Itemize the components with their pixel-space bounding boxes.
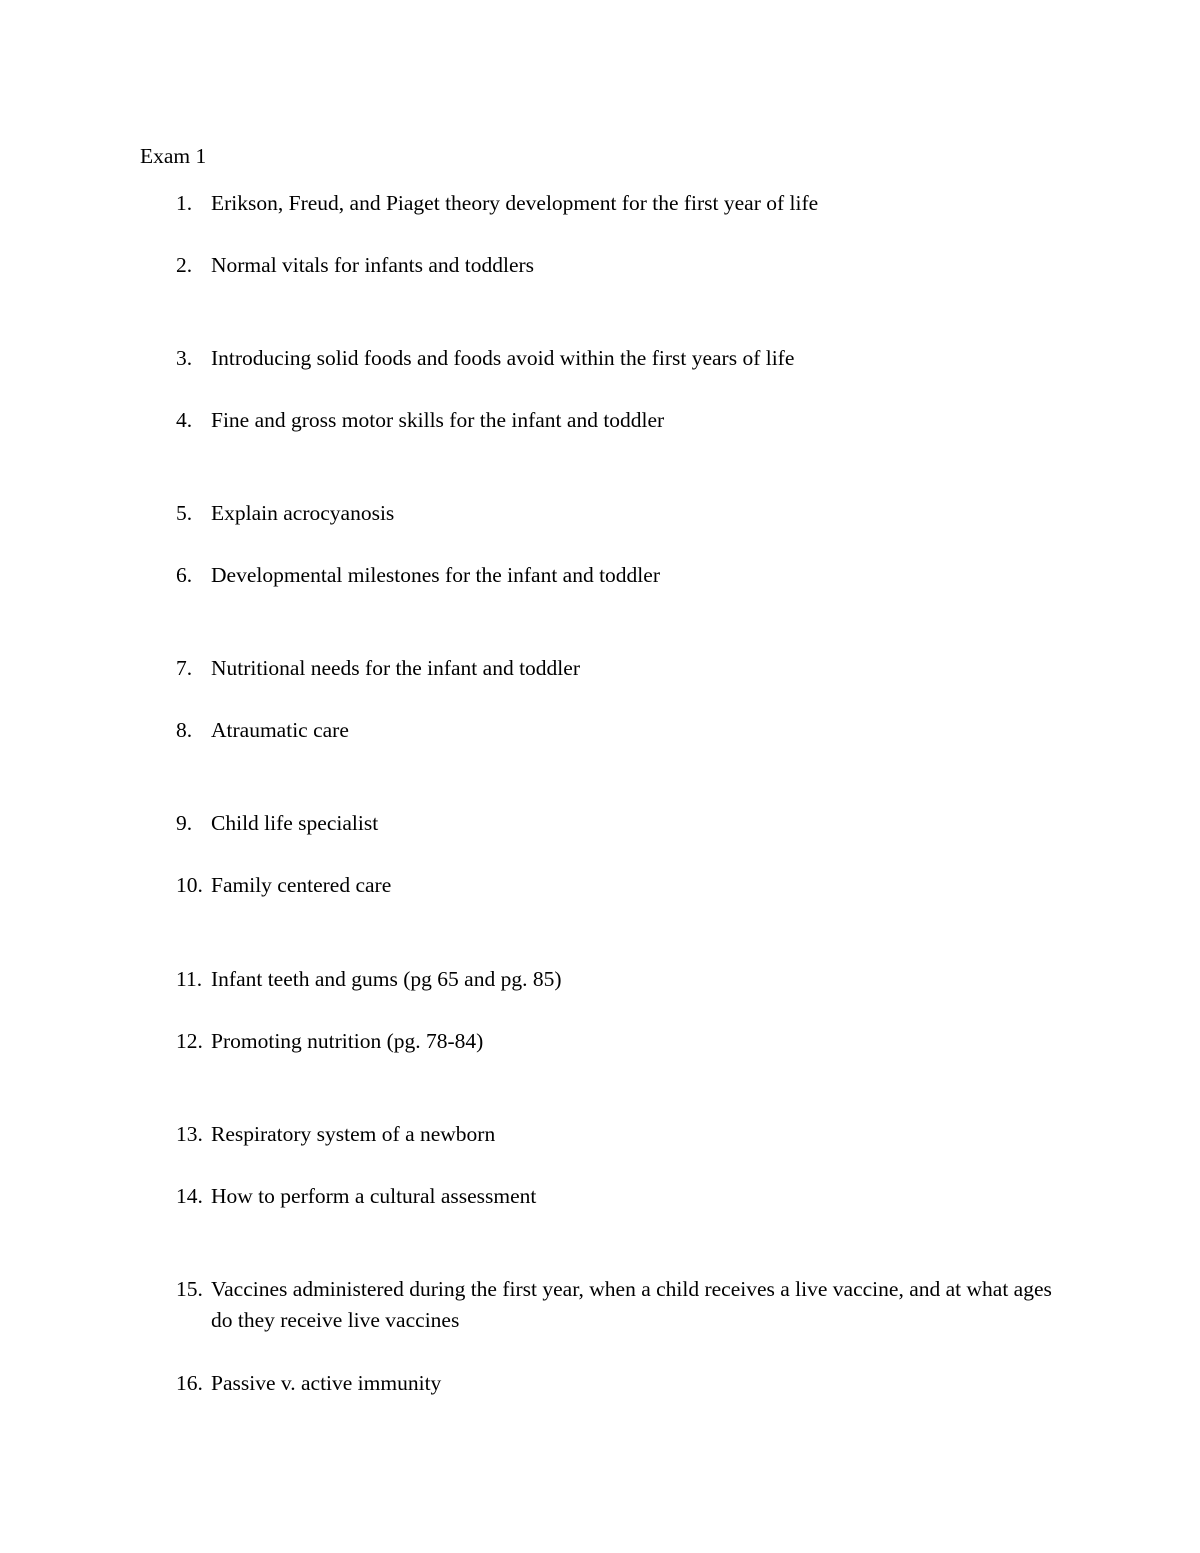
item-number: 12.	[176, 1029, 203, 1053]
item-number: 14.	[176, 1184, 203, 1208]
item-number: 7.	[176, 656, 193, 680]
item-number: 9.	[176, 811, 193, 835]
item-number: 4.	[176, 408, 193, 432]
item-text: Infant teeth and gums (pg 65 and pg. 85)	[211, 967, 562, 991]
item-text: Family centered care	[211, 873, 392, 897]
item-number: 2.	[176, 253, 193, 277]
item-text: Respiratory system of a newborn	[211, 1122, 496, 1146]
item-text: Child life specialist	[211, 811, 379, 835]
item-text: Normal vitals for infants and toddlers	[211, 253, 535, 277]
item-text: Vaccines administered during the first year, when a child receives a live vaccine, and at what ages do they receive live vaccines	[211, 1277, 1052, 1332]
item-text: Atraumatic care	[211, 718, 349, 742]
item-number: 10.	[176, 873, 203, 897]
item-text: How to perform a cultural assessment	[211, 1184, 537, 1208]
item-number: 5.	[176, 501, 193, 525]
document-title: Exam 1	[140, 144, 207, 168]
item-number: 13.	[176, 1122, 203, 1146]
item-text: Nutritional needs for the infant and toddler	[211, 656, 580, 680]
item-number: 3.	[176, 346, 193, 370]
item-text: Fine and gross motor skills for the infant and toddler	[211, 408, 665, 432]
item-text: Explain acrocyanosis	[211, 501, 395, 525]
item-number: 1.	[176, 191, 193, 215]
item-number: 15.	[176, 1277, 203, 1301]
item-number: 8.	[176, 718, 193, 742]
item-text: Introducing solid foods and foods avoid within the first years of life	[211, 346, 795, 370]
item-text: Promoting nutrition (pg. 78-84)	[211, 1029, 484, 1053]
item-number: 16.	[176, 1371, 203, 1395]
item-number: 11.	[176, 967, 203, 991]
item-text: Developmental milestones for the infant and toddler	[211, 563, 660, 587]
item-number: 6.	[176, 563, 193, 587]
item-text: Passive v. active immunity	[211, 1371, 442, 1395]
item-text: Erikson, Freud, and Piaget theory development for the first year of life	[211, 191, 819, 215]
